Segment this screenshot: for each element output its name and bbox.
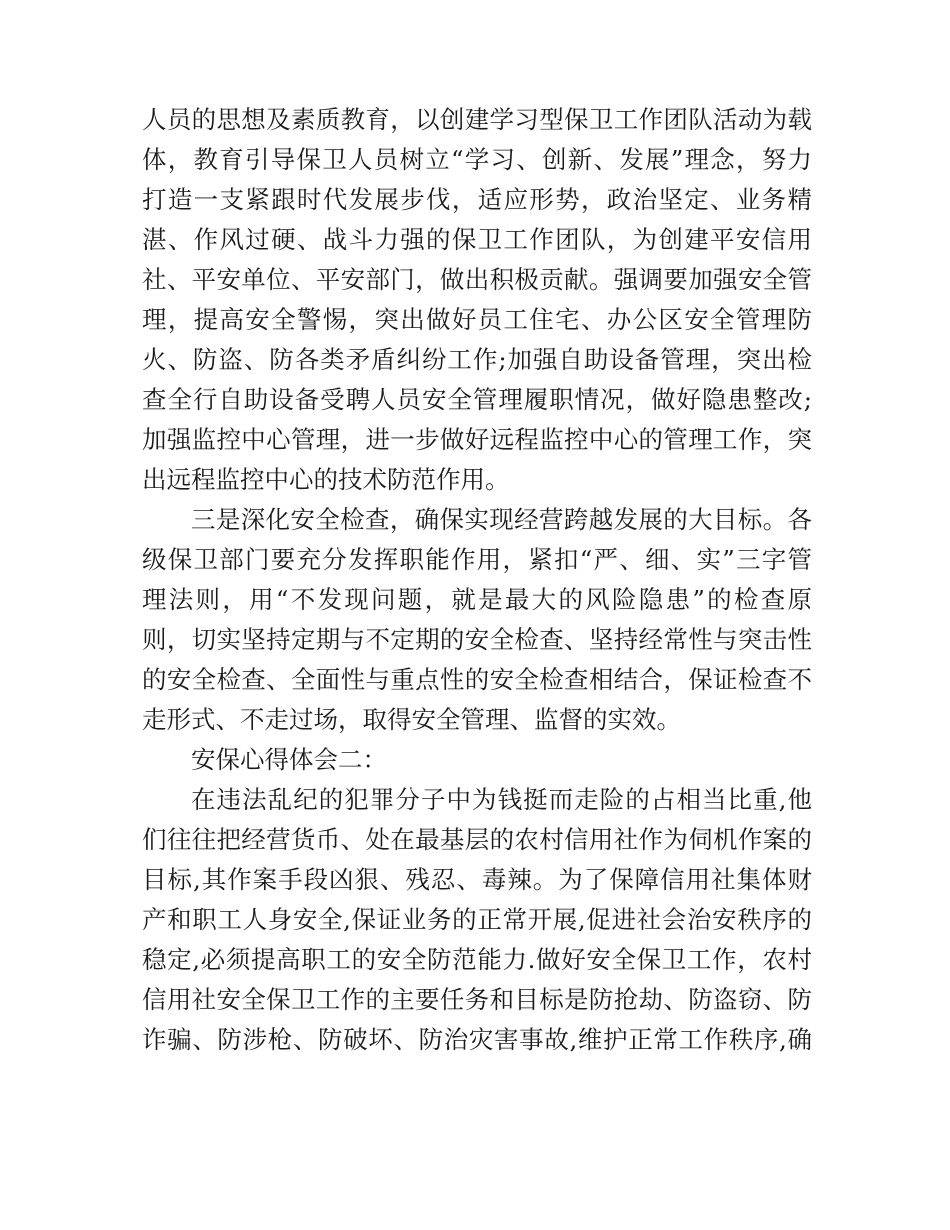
text-line: 级保卫部门要充分发挥职能作用，紧扣“严、细、实”三字管 [142,545,812,574]
paragraph-start-line: 在违法乱纪的犯罪分子中为钱挺而走险的占相当比重,他 [191,785,812,814]
section-heading: 安保心得体会二： [191,745,387,774]
text-line: 社、平安单位、平安部门，做出积极贡献。强调要加强安全管 [142,265,812,294]
text-line: 的安全检查、全面性与重点性的安全检查相结合，保证检查不 [142,665,812,694]
text-line: 则，切实坚持定期与不定期的安全检查、坚持经常性与突击性 [142,625,812,654]
text-line: 湛、作风过硬、战斗力强的保卫工作团队，为创建平安信用 [142,225,812,254]
text-line: 理，提高安全警惕，突出做好员工住宅、办公区安全管理防 [142,305,812,334]
text-line: 加强监控中心管理，进一步做好远程监控中心的管理工作，突 [142,425,812,454]
body-text [142,100,812,1060]
text-line: 稳定,必须提高职工的安全防范能力.做好安全保卫工作，农村 [142,945,812,974]
text-line: 出远程监控中心的技术防范作用。 [142,465,510,494]
text-line: 走形式、不走过场，取得安全管理、监督的实效。 [142,705,681,734]
text-line: 人员的思想及素质教育，以创建学习型保卫工作团队活动为载 [142,105,812,134]
text-line: 理法则，用“不发现问题，就是最大的风险隐患”的检查原 [142,585,812,614]
text-line: 火、防盗、防各类矛盾纠纷工作;加强自助设备管理，突出检 [142,345,812,374]
text-line: 诈骗、防涉枪、防破坏、防治灾害事故,维护正常工作秩序,确 [142,1025,812,1054]
text-line: 打造一支紧跟时代发展步伐，适应形势，政治坚定、业务精 [142,185,812,214]
paragraph-start-line: 三是深化安全检查，确保实现经营跨越发展的大目标。各 [191,505,812,534]
text-line: 产和职工人身安全,保证业务的正常开展,促进社会治安秩序的 [142,905,812,934]
text-line: 信用社安全保卫工作的主要任务和目标是防抢劫、防盗窃、防 [142,985,812,1014]
text-line: 目标,其作案手段凶狠、残忍、毒辣。为了保障信用社集体财 [142,865,812,894]
text-line: 们往往把经营货币、处在最基层的农村信用社作为伺机作案的 [142,825,812,854]
text-line: 体，教育引导保卫人员树立“学习、创新、发展”理念，努力 [142,145,812,174]
text-line: 查全行自助设备受聘人员安全管理履职情况，做好隐患整改; [142,385,812,414]
